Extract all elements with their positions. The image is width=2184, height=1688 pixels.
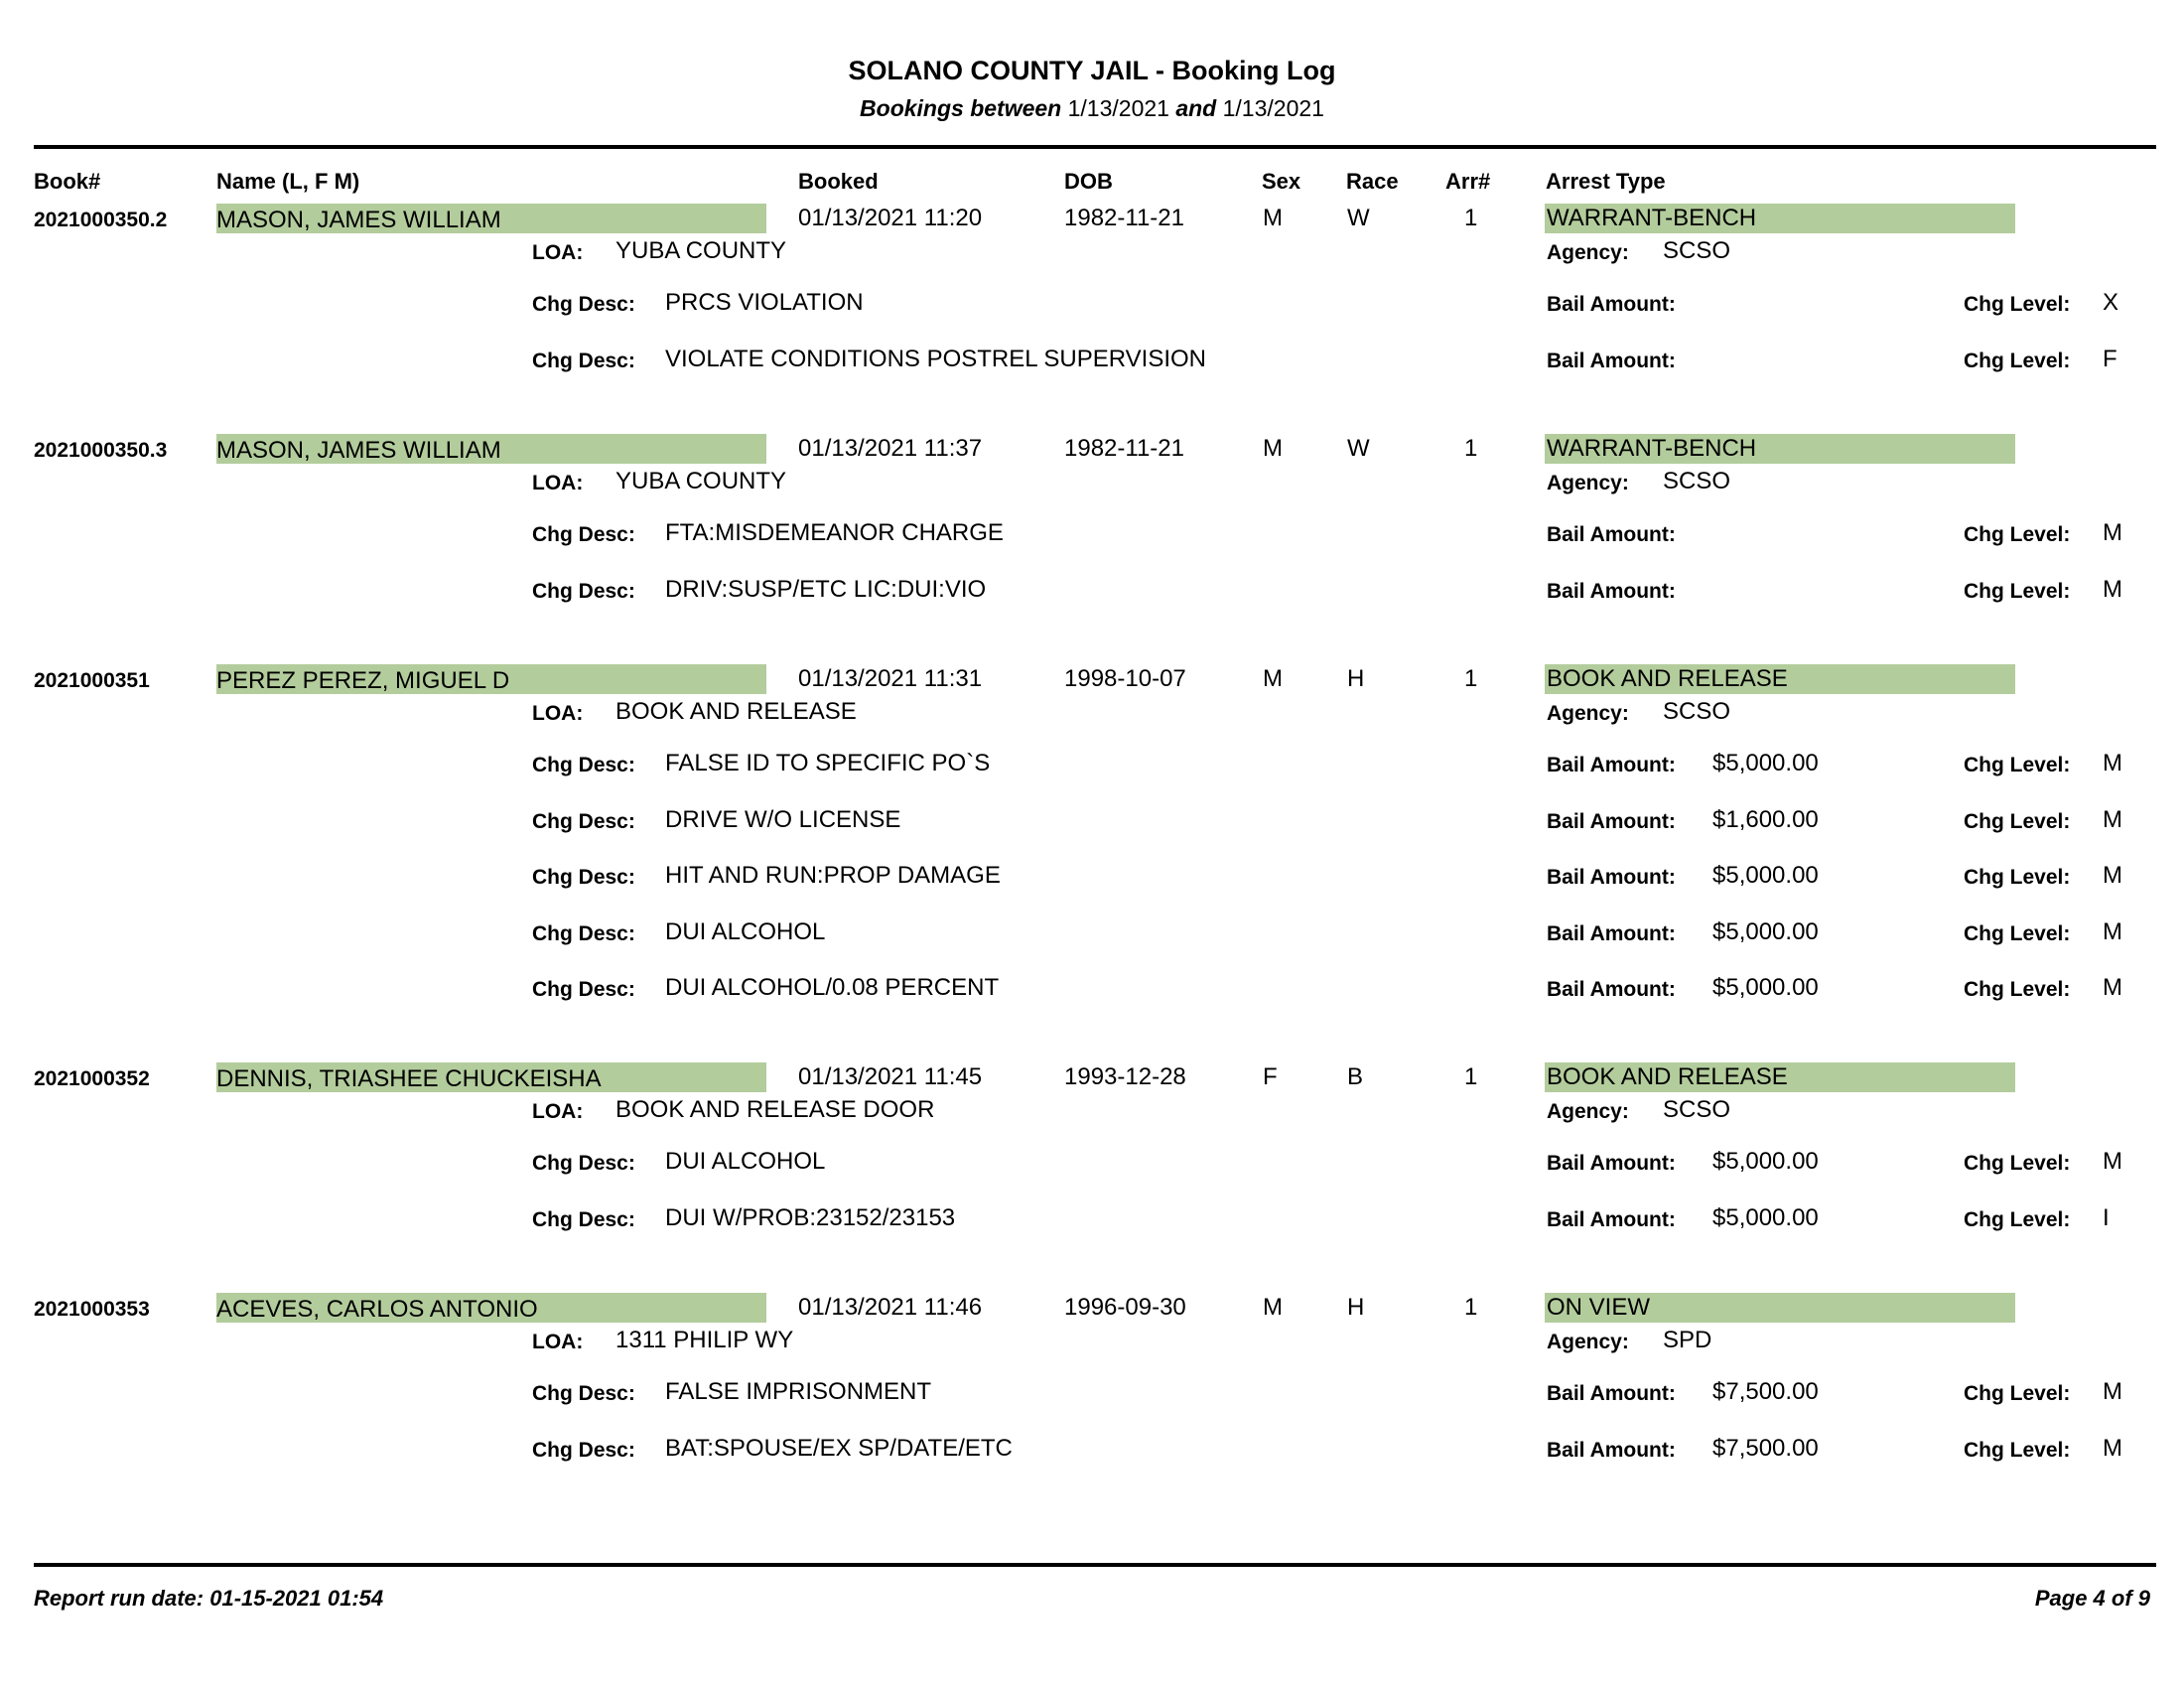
booking-record <box>0 1062 2184 1281</box>
charge-level-value: M <box>2103 1378 2122 1405</box>
arrest-type: BOOK AND RELEASE <box>1547 1063 1788 1090</box>
booking-record <box>0 204 2184 422</box>
subtitle-prefix: Bookings between <box>860 95 1062 121</box>
arrest-number: 1 <box>1464 1063 1478 1090</box>
date-of-birth: 1996-09-30 <box>1064 1294 1186 1321</box>
race-value: W <box>1347 205 1370 231</box>
charge-description: FALSE IMPRISONMENT <box>665 1378 932 1405</box>
booking-record <box>0 664 2184 1002</box>
bail-amount-value: $5,000.00 <box>1712 917 1819 945</box>
col-header-race: Race <box>1346 169 1399 194</box>
arrest-type: BOOK AND RELEASE <box>1547 665 1788 692</box>
charge-level-value: M <box>2103 1434 2122 1462</box>
agency-value: SCSO <box>1663 698 1731 725</box>
subtitle-and: and <box>1175 95 1217 121</box>
booking-number: 2021000350.2 <box>34 209 168 231</box>
charge-level-label: Chg Level: <box>1964 921 2071 945</box>
arrest-number: 1 <box>1464 435 1478 462</box>
bail-amount-label: Bail Amount: <box>1547 293 1676 316</box>
charge-level-value: F <box>2103 345 2117 372</box>
booking-record <box>0 1293 2184 1511</box>
charge-level-label: Chg Level: <box>1964 523 2071 546</box>
sex-value: M <box>1263 435 1283 462</box>
bail-amount-value: $5,000.00 <box>1712 1203 1819 1231</box>
inmate-name: PEREZ PEREZ, MIGUEL D <box>216 667 510 694</box>
bail-amount-label: Bail Amount: <box>1547 579 1676 603</box>
loa-value: YUBA COUNTY <box>615 237 787 264</box>
bail-amount-value: $5,000.00 <box>1712 862 1819 890</box>
loa-label: LOA: <box>532 472 584 494</box>
charge-level-value: M <box>2103 750 2122 776</box>
booked-datetime: 01/13/2021 11:37 <box>798 435 983 462</box>
charge-desc-label: Chg Desc: <box>532 1207 635 1231</box>
charge-desc-label: Chg Desc: <box>532 349 635 372</box>
bail-amount-label: Bail Amount: <box>1547 809 1676 833</box>
charge-desc-label: Chg Desc: <box>532 978 635 1002</box>
sex-value: M <box>1263 205 1283 231</box>
charge-level-value: M <box>2103 519 2122 546</box>
booking-number: 2021000350.3 <box>34 439 168 462</box>
agency-label: Agency: <box>1547 241 1629 264</box>
race-value: W <box>1347 435 1370 462</box>
inmate-name: MASON, JAMES WILLIAM <box>216 207 501 233</box>
loa-value: BOOK AND RELEASE <box>615 698 857 725</box>
agency-value: SPD <box>1663 1327 1712 1353</box>
report-subtitle <box>0 95 2184 122</box>
bail-amount-label: Bail Amount: <box>1547 978 1676 1002</box>
charge-level-label: Chg Level: <box>1964 1438 2071 1462</box>
charge-level-value: M <box>2103 805 2122 833</box>
bail-amount-label: Bail Amount: <box>1547 523 1676 546</box>
booked-datetime: 01/13/2021 11:46 <box>798 1294 983 1321</box>
charge-description: DUI ALCOHOL/0.08 PERCENT <box>665 974 1000 1002</box>
date-of-birth: 1998-10-07 <box>1064 665 1186 692</box>
charge-description: BAT:SPOUSE/EX SP/DATE/ETC <box>665 1434 1013 1462</box>
charge-desc-label: Chg Desc: <box>532 1438 635 1462</box>
date-from: 1/13/2021 <box>1067 95 1169 121</box>
booked-datetime: 01/13/2021 11:20 <box>798 205 983 231</box>
report-run-date: Report run date: 01-15-2021 01:54 <box>34 1586 384 1611</box>
arrest-number: 1 <box>1464 1294 1478 1321</box>
loa-label: LOA: <box>532 241 584 264</box>
date-of-birth: 1982-11-21 <box>1064 435 1184 462</box>
bail-amount-label: Bail Amount: <box>1547 1382 1676 1405</box>
footer-divider <box>34 1563 2156 1567</box>
charge-level-value: M <box>2103 1148 2122 1175</box>
bail-amount-label: Bail Amount: <box>1547 1438 1676 1462</box>
arrest-type: WARRANT-BENCH <box>1547 435 1757 462</box>
col-header-book: Book# <box>34 169 101 194</box>
charge-level-label: Chg Level: <box>1964 754 2071 776</box>
charge-level-value: I <box>2103 1203 2110 1231</box>
sex-value: M <box>1263 665 1283 692</box>
charge-description: DUI ALCOHOL <box>665 917 826 945</box>
bail-amount-value: $1,600.00 <box>1712 805 1819 833</box>
charge-level-value: M <box>2103 917 2122 945</box>
date-of-birth: 1982-11-21 <box>1064 205 1184 231</box>
booked-datetime: 01/13/2021 11:31 <box>798 665 983 692</box>
charge-level-value: M <box>2103 974 2122 1002</box>
charge-description: DUI W/PROB:23152/23153 <box>665 1203 956 1231</box>
charge-description: VIOLATE CONDITIONS POSTREL SUPERVISION <box>665 345 1207 372</box>
charge-desc-label: Chg Desc: <box>532 523 635 546</box>
charge-level-label: Chg Level: <box>1964 866 2071 890</box>
charge-description: FALSE ID TO SPECIFIC PO`S <box>665 750 991 776</box>
sex-value: M <box>1263 1294 1283 1321</box>
charge-desc-label: Chg Desc: <box>532 1152 635 1175</box>
charge-level-label: Chg Level: <box>1964 579 2071 603</box>
charge-level-label: Chg Level: <box>1964 978 2071 1002</box>
loa-label: LOA: <box>532 1331 584 1353</box>
bail-amount-label: Bail Amount: <box>1547 349 1676 372</box>
loa-label: LOA: <box>532 702 584 725</box>
charge-desc-label: Chg Desc: <box>532 754 635 776</box>
header-divider <box>34 145 2156 149</box>
booked-datetime: 01/13/2021 11:45 <box>798 1063 983 1090</box>
agency-label: Agency: <box>1547 1100 1629 1123</box>
charge-desc-label: Chg Desc: <box>532 921 635 945</box>
col-header-dob: DOB <box>1064 169 1113 194</box>
charge-level-value: X <box>2103 289 2119 316</box>
booking-number: 2021000352 <box>34 1067 150 1090</box>
bail-amount-value: $5,000.00 <box>1712 974 1819 1002</box>
date-to: 1/13/2021 <box>1222 95 1324 121</box>
arrest-type: ON VIEW <box>1547 1294 1651 1321</box>
bail-amount-label: Bail Amount: <box>1547 921 1676 945</box>
arrest-number: 1 <box>1464 665 1478 692</box>
bail-amount-label: Bail Amount: <box>1547 866 1676 890</box>
loa-value: BOOK AND RELEASE DOOR <box>615 1096 935 1123</box>
charge-level-label: Chg Level: <box>1964 1152 2071 1175</box>
charge-level-label: Chg Level: <box>1964 1382 2071 1405</box>
charge-description: FTA:MISDEMEANOR CHARGE <box>665 519 1004 546</box>
race-value: B <box>1347 1063 1364 1090</box>
date-of-birth: 1993-12-28 <box>1064 1063 1186 1090</box>
charge-level-label: Chg Level: <box>1964 293 2071 316</box>
bail-amount-label: Bail Amount: <box>1547 1152 1676 1175</box>
loa-label: LOA: <box>532 1100 584 1123</box>
page-number: Page 4 of 9 <box>2034 1586 2150 1611</box>
booking-number: 2021000353 <box>34 1298 150 1321</box>
charge-description: DRIVE W/O LICENSE <box>665 805 901 833</box>
race-value: H <box>1347 1294 1365 1321</box>
agency-value: SCSO <box>1663 1096 1731 1123</box>
booking-record <box>0 434 2184 652</box>
agency-value: SCSO <box>1663 237 1731 264</box>
arrest-number: 1 <box>1464 205 1478 231</box>
charge-description: DRIV:SUSP/ETC LIC:DUI:VIO <box>665 575 987 603</box>
charge-desc-label: Chg Desc: <box>532 1382 635 1405</box>
inmate-name: ACEVES, CARLOS ANTONIO <box>216 1296 538 1323</box>
loa-value: 1311 PHILIP WY <box>615 1327 794 1353</box>
charge-desc-label: Chg Desc: <box>532 579 635 603</box>
report-title: SOLANO COUNTY JAIL - Booking Log <box>848 56 1336 85</box>
charge-level-label: Chg Level: <box>1964 1207 2071 1231</box>
agency-label: Agency: <box>1547 702 1629 725</box>
col-header-arr: Arr# <box>1445 169 1491 194</box>
booking-number: 2021000351 <box>34 669 150 692</box>
bail-amount-label: Bail Amount: <box>1547 754 1676 776</box>
agency-value: SCSO <box>1663 468 1731 494</box>
charge-level-label: Chg Level: <box>1964 349 2071 372</box>
col-header-sex: Sex <box>1262 169 1301 194</box>
charge-description: HIT AND RUN:PROP DAMAGE <box>665 862 1001 890</box>
agency-label: Agency: <box>1547 1331 1629 1353</box>
charge-level-label: Chg Level: <box>1964 809 2071 833</box>
charge-desc-label: Chg Desc: <box>532 809 635 833</box>
bail-amount-label: Bail Amount: <box>1547 1207 1676 1231</box>
col-header-name: Name (L, F M) <box>216 169 360 194</box>
arrest-type: WARRANT-BENCH <box>1547 205 1757 231</box>
bail-amount-value: $7,500.00 <box>1712 1434 1819 1462</box>
charge-description: PRCS VIOLATION <box>665 289 864 316</box>
col-header-booked: Booked <box>798 169 879 194</box>
inmate-name: DENNIS, TRIASHEE CHUCKEISHA <box>216 1065 602 1092</box>
bail-amount-value: $7,500.00 <box>1712 1378 1819 1405</box>
bail-amount-value: $5,000.00 <box>1712 1148 1819 1175</box>
race-value: H <box>1347 665 1365 692</box>
bail-amount-value: $5,000.00 <box>1712 750 1819 776</box>
charge-level-value: M <box>2103 862 2122 890</box>
charge-level-value: M <box>2103 575 2122 603</box>
inmate-name: MASON, JAMES WILLIAM <box>216 437 501 464</box>
charge-desc-label: Chg Desc: <box>532 866 635 890</box>
charge-desc-label: Chg Desc: <box>532 293 635 316</box>
col-header-arrest-type: Arrest Type <box>1546 169 1666 194</box>
charge-description: DUI ALCOHOL <box>665 1148 826 1175</box>
loa-value: YUBA COUNTY <box>615 468 787 494</box>
agency-label: Agency: <box>1547 472 1629 494</box>
sex-value: F <box>1263 1063 1278 1090</box>
